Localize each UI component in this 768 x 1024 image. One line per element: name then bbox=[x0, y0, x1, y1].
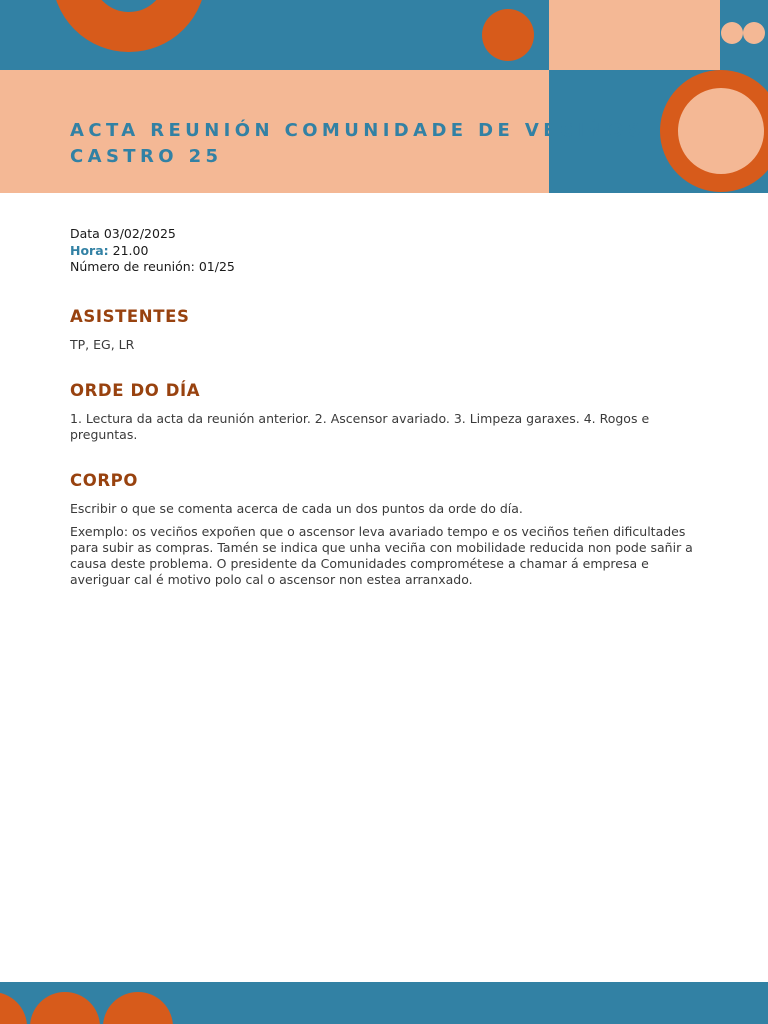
body-paragraph: Escribir o que se comenta acerca de cada un dos puntos da orde do día. bbox=[70, 500, 523, 516]
bottom-decorative-band bbox=[0, 982, 768, 1024]
document-title bbox=[70, 118, 690, 170]
orange-circle-decoration bbox=[482, 9, 534, 61]
orange-circle-decoration bbox=[30, 992, 100, 1024]
peach-dot-decoration bbox=[721, 22, 743, 44]
title-band bbox=[0, 70, 768, 193]
document-title-line1: ACTA REUNIÓN COMUNIDADE DE VECIÑOS bbox=[70, 120, 646, 141]
agenda-text: 1. Lectura da acta da reunión anterior. 2. Ascensor avariado. 3. Limpeza garaxes. 4. Rogos e preguntas. bbox=[70, 410, 650, 442]
orange-ring-decoration bbox=[52, 0, 206, 52]
body-heading: CORPO bbox=[70, 470, 138, 490]
orange-circle-decoration bbox=[0, 992, 27, 1024]
document-title-line2: CASTRO 25 bbox=[70, 146, 223, 167]
orange-circle-decoration bbox=[103, 992, 173, 1024]
meeting-date: Data 03/02/2025 bbox=[70, 226, 176, 241]
agenda-heading: ORDE DO DÍA bbox=[70, 380, 201, 400]
attendees-heading: ASISTENTES bbox=[70, 306, 190, 326]
peach-dot-decoration bbox=[743, 22, 765, 44]
document-body bbox=[70, 226, 700, 588]
time-value: 21.00 bbox=[108, 242, 149, 258]
top-decorative-band bbox=[0, 0, 768, 70]
meeting-number: Número de reunión: 01/25 bbox=[70, 259, 235, 274]
time-label: Hora: bbox=[70, 242, 109, 258]
body-paragraph: Exemplo: os veciños expoñen que o ascensor leva avariado tempo e os veciños teñen dificultades para subir as compras. Tamén se indica que unha veciña con mobilidade reducida non pode sañir a causa deste problema. O presidente da Comunidades comprométese a chamar á empresa e averiguar cal é motivo polo cal o ascensor non estea arranxado. bbox=[70, 523, 693, 587]
meeting-time bbox=[70, 243, 700, 260]
peach-block-decoration bbox=[549, 0, 720, 70]
attendees-text: TP, EG, LR bbox=[70, 336, 135, 352]
